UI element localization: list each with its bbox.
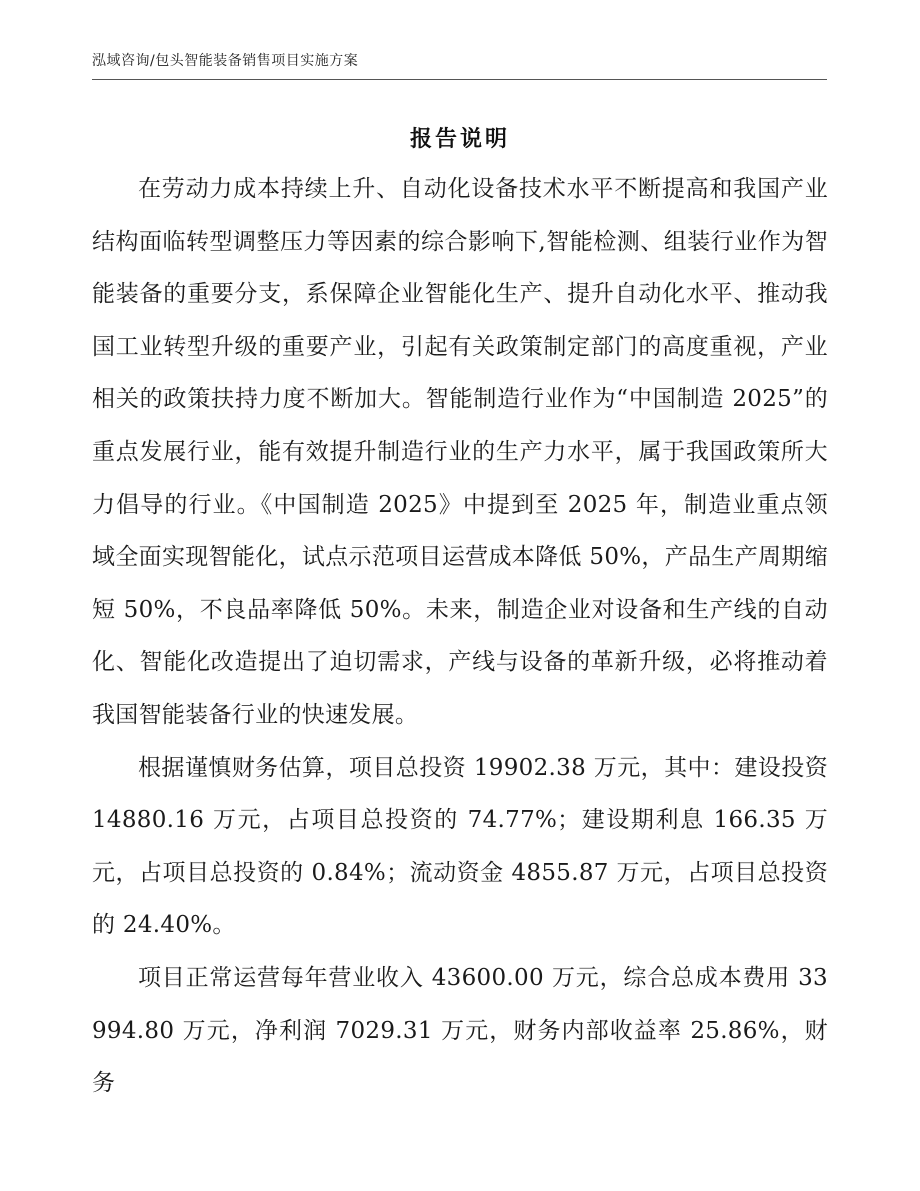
page-title: 报告说明 [409, 127, 510, 152]
paragraph-revenue: 项目正常运营每年营业收入 43600.00 万元，综合总成本费用 33994.80 万元，净利润 7029.31 万元，财务内部收益率 25.86%，财务 [92, 964, 828, 1097]
header-divider [92, 79, 827, 80]
paragraph-background: 在劳动力成本持续上升、自动化设备技术水平不断提高和我国产业结构面临转型调整压力等因素的综合影响下,智能检测、组装行业作为智能装备的重要分支，系保障企业智能化生产、提升自动化水平、推动我国工业转型升级的重要产业，引起有关政策制定部门的高度重视，产业相关的政策扶持力度不断加大。智能制造行业作为“中国制造 2025”的重点发展行业，能有效提升制造行业的生产力水平，属于我国政策所大力倡导的行业。《中国制造 2025》中提到至 2025 年，制造业重点领域全面实现智能化，试点示范项目运营成本降低 50%，产品生产周期缩短 50%，不良品率降低 50%。未来，制造企业对设备和生产线的自动化、智能化改造提出了迫切需求，产线与设备的革新升级，必将推动着我国智能装备行业的快速发展。 [92, 176, 828, 728]
body-text [92, 163, 828, 1110]
running-header: 泓域咨询/包头智能装备销售项目实施方案 [92, 53, 359, 69]
paragraph-investment: 根据谨慎财务估算，项目总投资 19902.38 万元，其中：建设投资 14880.16 万元，占项目总投资的 74.77%；建设期利息 166.35 万元，占项目总投资的 0.84%；流动资金 4855.87 万元，占项目总投资的 24.40%。 [92, 754, 828, 939]
